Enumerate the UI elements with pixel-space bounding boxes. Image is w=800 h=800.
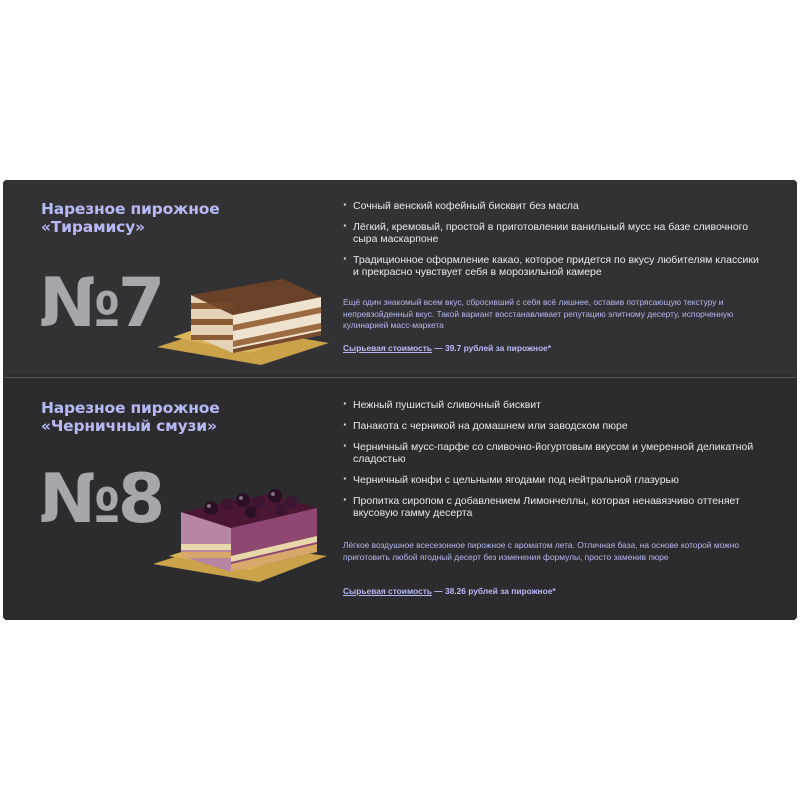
feature-list [343,200,763,287]
product-title-line2: «Черничный смузи» [41,417,217,435]
raw-cost-value: — 38.26 рублей за пирожное* [431,586,556,596]
tiramisu-cake-image [153,275,333,365]
feature-item: · Панакота с черникой на домашнем или заводском пюре [343,420,763,432]
product-title-line2: «Тирамису» [41,218,145,236]
feature-item: · Лёгкий, кремовый, простой в приготовлении ванильный мусс на базе сливочного сыра маскарпоне [343,221,763,245]
feature-item: · Черничный конфи с цельными ягодами под нейтральной глазурью [343,474,763,486]
raw-cost [343,586,556,596]
product-card-container [3,180,797,620]
product-card-blueberry [3,377,797,620]
raw-cost-link[interactable]: Сырьевая стоимость [343,586,432,596]
feature-item: · Сочный венский кофейный бисквит без масла [343,200,763,212]
product-number: №7 [39,264,163,343]
product-title-line1: Нарезное пирожное [41,399,220,417]
product-description: Ещё один знакомый всем вкус, сбросивший с себя всё лишнее, оставив потрясающую текстуру и непревзойденный вкус. Такой вариант восстанавливает репутацию элитному десерту, испорченную кулинарией масс-маркета [343,297,734,330]
feature-item: · Черничный мусс-парфе со сливочно-йогуртовым вкусом и умеренной деликатной сладостью [343,441,763,465]
blueberry-cake-image [151,478,331,588]
raw-cost-value: — 39.7 рублей за пирожное* [431,343,551,353]
product-card-tiramisu [3,180,797,375]
raw-cost [343,343,551,353]
product-description: Лёгкое воздушное всесезонное пирожное с ароматом лета. Отличная база, на основе которой можно приготовить любой ягодный десерт без изменения формулы, просто заменив пюре [343,540,740,562]
raw-cost-link[interactable]: Сырьевая стоимость [343,343,432,353]
feature-list [343,399,763,528]
feature-item: · Нежный пушистый сливочный бисквит [343,399,763,411]
product-title-line1: Нарезное пирожное [41,200,220,218]
product-number: №8 [39,460,163,539]
feature-item: · Пропитка сиропом с добавлением Лимончеллы, которая ненавязчиво оттеняет вкусовую гамму десерта [343,495,763,519]
product-title [41,399,220,435]
product-title [41,200,220,236]
feature-item: · Традиционное оформление какао, которое придется по вкусу любителям классики и прекрасно чувствует себя в морозильной камере [343,254,763,278]
